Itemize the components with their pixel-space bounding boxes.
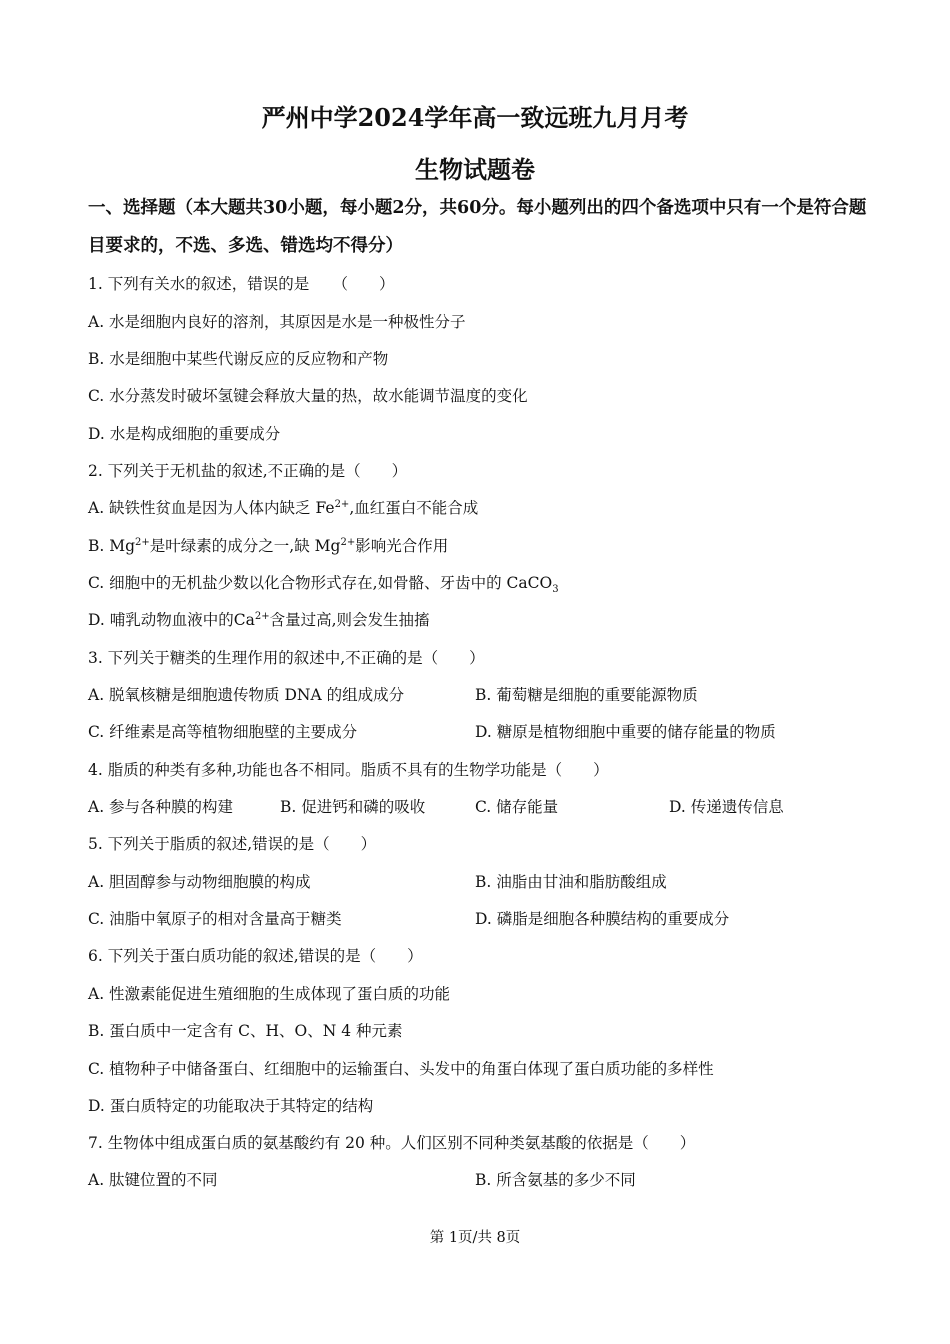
q2-option-c xyxy=(88,571,559,596)
q6-stem: 6. 下列关于蛋白质功能的叙述,错误的是（ ） xyxy=(88,947,423,965)
q4-option-a: A. 参与各种膜的构建 xyxy=(88,798,234,816)
q4-option-d: D. 传递遗传信息 xyxy=(669,798,784,816)
q5-option-c: C. 油脂中氧原子的相对含量高于糖类 xyxy=(88,910,342,928)
q2-a-text-end: ,血红蛋白不能合成 xyxy=(349,499,479,517)
q5-stem: 5. 下列关于脂质的叙述,错误的是（ ） xyxy=(88,835,377,853)
q2-b-text: B. Mg xyxy=(88,537,136,555)
q2-a-charge: 2+ xyxy=(334,498,350,510)
q1-option-c: C. 水分蒸发时破坏氢键会释放大量的热，故水能调节温度的变化 xyxy=(88,387,528,405)
q2-option-a xyxy=(88,496,478,518)
exam-title: 严州中学2024学年高一致远班九月月考 xyxy=(261,103,689,132)
q2-b-text-end: 影响光合作用 xyxy=(355,537,449,555)
q1-option-a: A. 水是细胞内良好的溶剂，其原因是水是一种极性分子 xyxy=(88,313,466,331)
q2-c-subscript: 3 xyxy=(552,584,559,596)
q1-stem: 1. 下列有关水的叙述，错误的是 （ ） xyxy=(88,275,395,293)
q7-option-a: A. 肽键位置的不同 xyxy=(88,1171,218,1189)
q3-option-b: B. 葡萄糖是细胞的重要能源物质 xyxy=(475,686,698,704)
q2-stem: 2. 下列关于无机盐的叙述,不正确的是（ ） xyxy=(88,462,408,480)
q2-c-text: C. 细胞中的无机盐少数以化合物形式存在,如骨骼、牙齿中的 CaCO xyxy=(88,574,553,592)
q4-option-c: C. 储存能量 xyxy=(475,798,559,816)
q2-option-b xyxy=(88,534,448,556)
q2-b-charge-2: 2+ xyxy=(340,536,356,548)
q3-stem: 3. 下列关于糖类的生理作用的叙述中,不正确的是（ ） xyxy=(88,649,485,667)
q2-b-charge: 2+ xyxy=(135,536,150,548)
q2-option-d xyxy=(88,608,430,630)
q3-option-c: C. 纤维素是高等植物细胞壁的主要成分 xyxy=(88,723,358,741)
q2-b-text-mid: 是叶绿素的成分之一,缺 Mg xyxy=(149,537,341,555)
exam-subtitle: 生物试题卷 xyxy=(415,155,535,184)
q4-option-b: B. 促进钙和磷的吸收 xyxy=(280,798,426,816)
q1-option-d: D. 水是构成细胞的重要成分 xyxy=(88,425,281,443)
q2-d-text: D. 哺乳动物血液中的Ca xyxy=(88,611,255,629)
q6-option-a: A. 性激素能促进生殖细胞的生成体现了蛋白质的功能 xyxy=(88,985,451,1003)
q7-option-b: B. 所含氨基的多少不同 xyxy=(475,1171,636,1189)
section-heading: 一、选择题（本大题共30小题，每小题2分，共60分。每小题列出的四个备选项中只有一个是符合题目要求的，不选、多选、错选均不得分） xyxy=(88,198,867,256)
q6-option-b: B. 蛋白质中一定含有 C、H、O、N 4 种元素 xyxy=(88,1022,403,1040)
q5-option-a: A. 胆固醇参与动物细胞膜的构成 xyxy=(88,873,311,891)
q6-option-d: D. 蛋白质特定的功能取决于其特定的结构 xyxy=(88,1097,374,1115)
q2-a-text: A. 缺铁性贫血是因为人体内缺乏 Fe xyxy=(88,499,335,517)
q1-option-b: B. 水是细胞中某些代谢反应的反应物和产物 xyxy=(88,350,389,368)
q3-option-d: D. 糖原是植物细胞中重要的储存能量的物质 xyxy=(475,723,776,741)
q5-option-b: B. 油脂由甘油和脂肪酸组成 xyxy=(475,873,667,891)
q6-option-c: C. 植物种子中储备蛋白、红细胞中的运输蛋白、头发中的角蛋白体现了蛋白质功能的多样性 xyxy=(88,1060,714,1078)
q4-stem: 4. 脂质的种类有多种,功能也各不相同。脂质不具有的生物学功能是（ ） xyxy=(88,761,609,779)
page-number: 第 1页/共 8页 xyxy=(429,1230,521,1246)
q2-d-text-end: 含量过高,则会发生抽搐 xyxy=(269,611,430,629)
q2-d-charge: 2+ xyxy=(254,610,270,622)
q3-option-a: A. 脱氧核糖是细胞遗传物质 DNA 的组成成分 xyxy=(88,686,405,704)
q7-stem: 7. 生物体中组成蛋白质的氨基酸约有 20 种。人们区别不同种类氨基酸的依据是（ ） xyxy=(88,1134,696,1152)
q5-option-d: D. 磷脂是细胞各种膜结构的重要成分 xyxy=(475,910,730,928)
